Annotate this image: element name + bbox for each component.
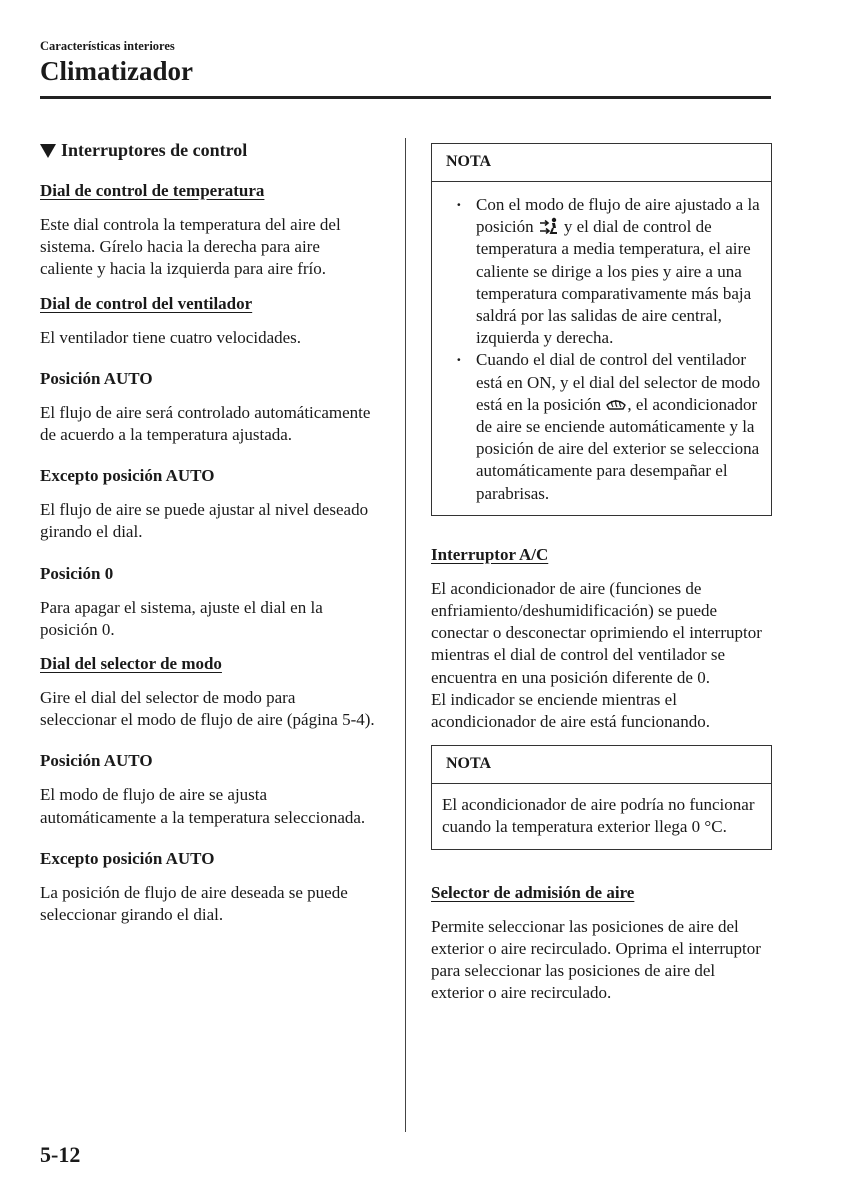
mode-dial-text: Gire el dial del selector de modo para seleccionar el modo de flujo de aire (página 5-4).: [40, 688, 375, 730]
chapter-label: Características interiores: [40, 39, 175, 53]
note-bullet-text: Cuando el dial de control del ventilador está en ON, y el dial del selector de modo está en la posición: [476, 350, 761, 414]
fan-dial-text: El ventilador tiene cuatro velocidades.: [40, 327, 302, 347]
note-label: NOTA: [432, 746, 771, 784]
left-column: [40, 140, 375, 938]
note-bullet-text: Con el modo de flujo de aire ajustado a la posición: [476, 195, 760, 237]
section-title: [40, 140, 375, 161]
fan-zero-text: Para apagar el sistema, ajuste el dial en la posición 0.: [40, 597, 323, 639]
intake-heading: Selector de admisión de aire: [431, 882, 635, 902]
fan-zero-heading: Posición 0: [40, 563, 114, 583]
mode-dial-heading: Dial del selector de modo: [40, 654, 222, 674]
fan-except-text: El flujo de aire se puede ajustar al nivel deseado girando el dial.: [40, 500, 369, 542]
mode-auto-heading: Posición AUTO: [40, 751, 153, 771]
page-number: 5-12: [40, 1142, 81, 1167]
mode-except-heading: Excepto posición AUTO: [40, 848, 215, 868]
section-title-text: Interruptores de control: [61, 140, 248, 160]
fan-auto-text: El flujo de aire será controlado automáticamente de acuerdo a la temperatura ajustada.: [40, 402, 371, 445]
note-body: [432, 182, 771, 515]
note-bullet: [452, 194, 761, 349]
ac-heading: Interruptor A/C: [431, 544, 549, 564]
fan-dial-heading: Dial de control del ventilador: [40, 293, 253, 313]
mode-auto-text: El modo de flujo de aire se ajusta automáticamente a la temperatura seleccionada.: [40, 785, 366, 827]
temp-dial-text: Este dial controla la temperatura del aire del sistema. Gírelo hacia la derecha para aire caliente y hacia la izquierda para aire frío.: [40, 215, 341, 279]
bi-level-airflow-icon: [538, 217, 564, 235]
note-box: [431, 143, 772, 516]
note-bullet: [452, 349, 761, 504]
mode-except-text: La posición de flujo de aire deseada se puede seleccionar girando el dial.: [40, 882, 348, 925]
fan-auto-heading: Posición AUTO: [40, 368, 153, 388]
ac-indicator-text: El indicador se enciende mientras el acondicionador de aire está funcionando.: [431, 689, 710, 732]
intake-text: Permite seleccionar las posiciones de aire del exterior o aire recirculado. Oprima el interruptor para seleccionar las posiciones de aire del exterior o aire recirculado.: [431, 916, 761, 1003]
triangle-bullet-icon: [40, 144, 56, 158]
note-label: NOTA: [432, 144, 771, 182]
header-divider: [40, 96, 771, 99]
page-title: Climatizador: [40, 56, 193, 86]
right-column: [431, 143, 772, 1016]
ac-text: El acondicionador de aire (funciones de enfriamiento/deshumidificación) se puede conectar o desconectar oprimiendo el interruptor mientras el dial de control del ventilador se encuentra en una posición diferente de 0.: [431, 578, 762, 687]
note-bullet-text: y el dial de control de temperatura a media temperatura, el aire caliente se dirige a los pies y aire a una temperatura comparativamente más baja saldrá por las salidas de aire central, izquierda y derecha.: [476, 217, 752, 348]
note-text: El acondicionador de aire podría no funcionar cuando la temperatura exterior llega 0 °C.: [442, 795, 755, 837]
temp-dial-heading: Dial de control de temperatura: [40, 181, 265, 200]
note-bullet-list: [442, 194, 761, 505]
fan-except-heading: Excepto posición AUTO: [40, 466, 215, 486]
defroster-icon: [605, 395, 627, 413]
note-box: [431, 745, 772, 849]
note-bullet-text: , el acondicionador de aire se enciende automáticamente y la posición de aire del exterior se selecciona automáticamente para desempañar el parabrisas.: [476, 394, 760, 503]
column-divider: [405, 138, 406, 1132]
